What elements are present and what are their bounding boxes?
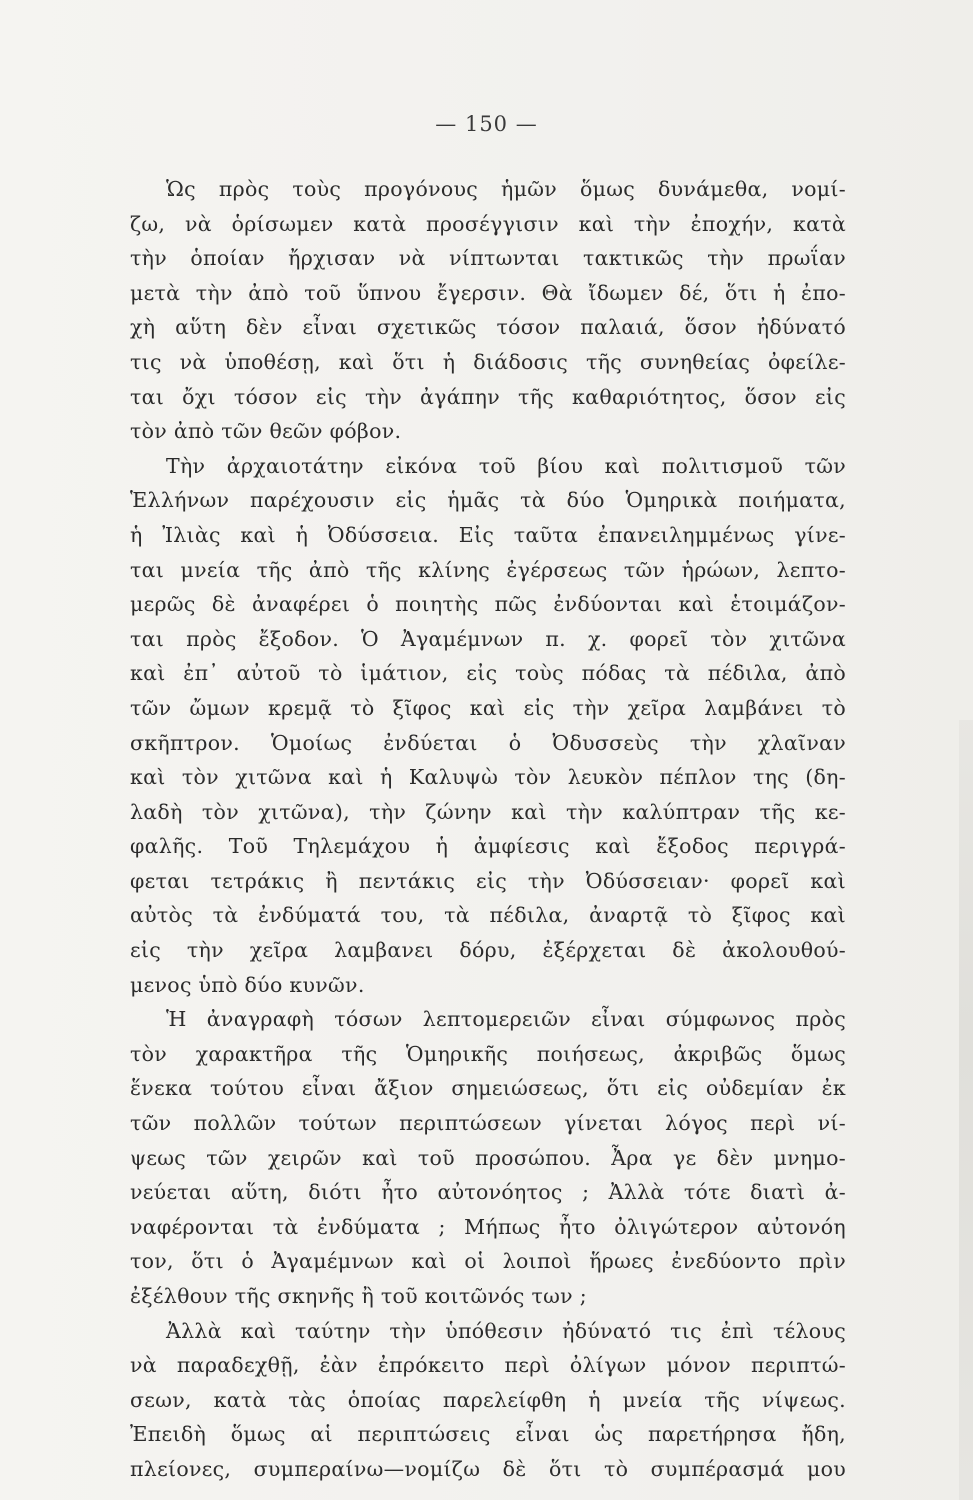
text-line: χὴ αὕτη δὲν εἶναι σχετικῶς τόσον παλαιά, ὅσον ἠδύνατό <box>130 315 846 340</box>
text-line: καὶ τὸν χιτῶνα καὶ ἡ Καλυψὼ τὸν λευκὸν πέπλον της (δη- <box>130 765 846 790</box>
text-line: ζω, νὰ ὁρίσωμεν κατὰ προσέγγισιν καὶ τὴν ἐποχήν, κατὰ <box>130 211 846 236</box>
text-line: σκῆπτρον. Ὁμοίως ἐνδύεται ὁ Ὀδυσσεὺς τὴν χλαῖναν <box>130 730 846 755</box>
text-line: Ὡς πρὸς τοὺς προγόνους ἡμῶν ὅμως δυνάμεθα, νομί- <box>166 177 846 201</box>
text-line: Ἑλλήνων παρέχουσιν εἰς ἡμᾶς τὰ δύο Ὁμηρικὰ ποιήματα, <box>130 488 846 513</box>
text-line: φαλῆς. Τοῦ Τηλεμάχου ἡ ἀμφίεσις καὶ ἔξοδος περιγρά- <box>130 834 846 859</box>
text-line: Ἐπειδὴ ὅμως αἱ περιπτώσεις εἶναι ὡς παρετήρησα ἤδη, <box>130 1422 846 1447</box>
body-text <box>130 172 846 1487</box>
text-line: ψεως τῶν χειρῶν καὶ τοῦ προσώπου. Ἆρα γε δὲν μνημο- <box>130 1145 846 1170</box>
text-line: σεων, κατὰ τὰς ὁποίας παρελείφθη ἡ μνεία τῆς νίψεως. <box>130 1387 846 1412</box>
text-line: τὴν ὁποίαν ἤρχισαν νὰ νίπτωνται τακτικῶς τὴν πρωΐαν <box>130 246 846 271</box>
text-line: Τὴν ἀρχαιοτάτην εἰκόνα τοῦ βίου καὶ πολιτισμοῦ τῶν <box>166 453 846 478</box>
text-line: καὶ ἐπ᾽ αὐτοῦ τὸ ἱμάτιον, εἰς τοὺς πόδας τὰ πέδιλα, ἀπὸ <box>130 661 846 686</box>
text-line: ἐξέλθουν τῆς σκηνῆς ἢ τοῦ κοιτῶνός των ; <box>130 1284 587 1308</box>
text-line: εἰς τὴν χεῖρα λαμβανει δόρυ, ἐξέρχεται δὲ ἀκολουθού- <box>130 938 846 963</box>
text-line: νὰ παραδεχθῇ, ἐὰν ἐπρόκειτο περὶ ὀλίγων μόνον περιπτώ- <box>130 1353 846 1378</box>
text-line: ται ὄχι τόσον εἰς τὴν ἀγάπην τῆς καθαριότητος, ὅσον εἰς <box>130 384 846 409</box>
text-line: νεύεται αὕτη, διότι ἦτο αὐτονόητος ; Ἀλλὰ τότε διατὶ ἀ- <box>130 1180 846 1205</box>
text-line: μερῶς δὲ ἀναφέρει ὁ ποιητὴς πῶς ἐνδύονται καὶ ἑτοιμάζον- <box>130 592 846 617</box>
text-line: τῶν ὤμων κρεμᾷ τὸ ξῖφος καὶ εἰς τὴν χεῖρα λαμβάνει τὸ <box>130 695 846 720</box>
page-number: — 150 — <box>435 112 538 136</box>
text-line: τον, ὅτι ὁ Ἀγαμέμνων καὶ οἱ λοιποὶ ἥρωες ἐνεδύοντο πρὶν <box>130 1249 846 1274</box>
text-line: ἕνεκα τούτου εἶναι ἄξιον σημειώσεως, ὅτι εἰς οὐδεμίαν ἐκ <box>130 1076 846 1101</box>
text-line: μενος ὑπὸ δύο κυνῶν. <box>130 972 365 997</box>
text-line: αὐτὸς τὰ ἐνδύματά του, τὰ πέδιλα, ἀναρτᾷ τὸ ξῖφος καὶ <box>130 903 846 928</box>
text-line: τὸν χαρακτῆρα τῆς Ὁμηρικῆς ποιήσεως, ἀκριβῶς ὅμως <box>130 1041 846 1066</box>
text-line: τις νὰ ὑποθέσῃ, καὶ ὅτι ἡ διάδοσις τῆς συνηθείας ὀφείλε- <box>130 349 846 374</box>
text-line: ται πρὸς ἔξοδον. Ὁ Ἀγαμέμνων π. χ. φορεῖ τὸν χιτῶνα <box>130 626 846 651</box>
text-line: φεται τετράκις ἢ πεντάκις εἰς τὴν Ὀδύσσειαν· φορεῖ καὶ <box>130 868 846 893</box>
text-line: ἡ Ἰλιὰς καὶ ἡ Ὀδύσσεια. Εἰς ταῦτα ἐπανειλημμένως γίνε- <box>130 522 846 547</box>
text-line: ται μνεία τῆς ἀπὸ τῆς κλίνης ἐγέρσεως τῶν ἡρώων, λεπτο- <box>130 557 846 582</box>
text-line: Ἡ ἀναγραφὴ τόσων λεπτομερειῶν εἶναι σύμφωνος πρὸς <box>166 1007 846 1032</box>
text-line: λαδὴ τὸν χιτῶνα), τὴν ζώνην καὶ τὴν καλύπτραν τῆς κε- <box>130 799 846 824</box>
text-line: τὸν ἀπὸ τῶν θεῶν φόβον. <box>130 419 402 444</box>
text-line: Ἀλλὰ καὶ ταύτην τὴν ὑπόθεσιν ἠδύνατό τις ἐπὶ τέλους <box>166 1318 846 1343</box>
page-edge-shadow <box>959 720 973 1500</box>
text-line: ναφέρονται τὰ ἐνδύματα ; Μήπως ἦτο ὀλιγώτερον αὐτονόη <box>130 1214 846 1239</box>
text-line: τῶν πολλῶν τούτων περιπτώσεων γίνεται λόγος περὶ νί- <box>130 1111 846 1136</box>
text-line: μετὰ τὴν ἀπὸ τοῦ ὕπνου ἔγερσιν. Θὰ ἴδωμεν δέ, ὅτι ἡ ἐπο- <box>130 280 846 305</box>
text-line: πλείονες, συμπεραίνω—νομίζω δὲ ὅτι τὸ συμπέρασμά μου <box>130 1456 846 1481</box>
